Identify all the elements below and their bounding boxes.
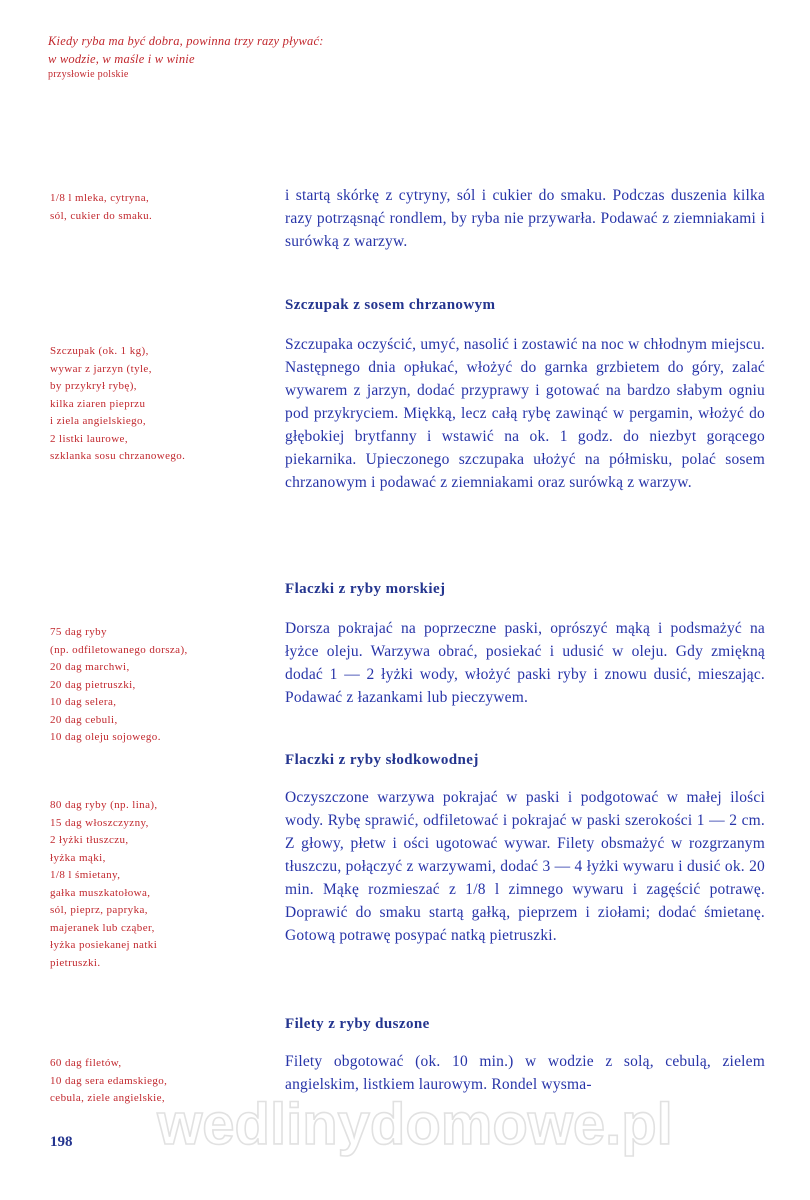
epigraph bbox=[48, 32, 324, 82]
ingredient-line: pietruszki. bbox=[50, 956, 101, 969]
recipe-title-szczupak: Szczupak z sosem chrzanowym bbox=[285, 297, 496, 313]
epigraph-source: przysłowie polskie bbox=[48, 69, 129, 80]
ingredient-line: 75 dag ryby bbox=[50, 626, 107, 638]
ingredient-line: majeranek lub cząber, bbox=[50, 921, 155, 934]
recipe-title-flaczki-morskie: Flaczki z ryby morskiej bbox=[285, 581, 446, 597]
page-number: 198 bbox=[50, 1134, 73, 1150]
recipe-paragraph: i startą skórkę z cytryny, sól i cukier do smaku. Podczas duszenia kilka razy potrząsnąć rondlem, by ryba nie przywarła. Podawać z ziemniakami i surówką z warzyw. bbox=[285, 187, 765, 250]
ingredient-line: 1/8 l mleka, cytryna, bbox=[50, 192, 150, 204]
ingredient-line: cebula, ziele angielskie, bbox=[50, 1092, 166, 1104]
recipe-paragraph: Dorsza pokrajać na poprzeczne paski, oprószyć mąką i podsmażyć na łyżce oleju. Warzywa obrać, posiekać i udusić w oleju. Gdy zmiękną dodać 1 — 2 łyżki wody, włożyć paski ryby i znowu dusić, mieszając. Podawać z łazankami lub pieczywem. bbox=[285, 620, 765, 706]
ingredients-flaczki-slodkowodne bbox=[50, 797, 158, 972]
ingredient-line: sól, cukier do smaku. bbox=[50, 209, 153, 222]
recipe-paragraph: Filety obgotować (ok. 10 min.) w wodzie z solą, cebulą, zielem angielskim, listkiem laurowym. Rondel wysma- bbox=[285, 1053, 765, 1093]
ingredient-line: Szczupak (ok. 1 kg), bbox=[50, 345, 149, 357]
ingredient-line: 2 łyżki tłuszczu, bbox=[50, 834, 129, 846]
ingredient-line: 80 dag ryby (np. lina), bbox=[50, 799, 158, 811]
ingredient-line: kilka ziaren pieprzu bbox=[50, 397, 146, 410]
recipe-title-flaczki-slodkowodne: Flaczki z ryby słodkowodnej bbox=[285, 752, 479, 768]
ingredient-line: 2 listki laurowe, bbox=[50, 432, 128, 445]
ingredient-line: sól, pieprz, papryka, bbox=[50, 904, 148, 916]
ingredient-line: 20 dag marchwi, bbox=[50, 661, 130, 673]
watermark bbox=[90, 1090, 740, 1160]
epigraph-line-1: Kiedy ryba ma być dobra, powinna trzy razy pływać: bbox=[48, 34, 324, 48]
continued-recipe-text bbox=[285, 184, 765, 253]
recipe-text-flaczki-morskie bbox=[285, 617, 765, 709]
recipe-title-filety: Filety z ryby duszone bbox=[285, 1016, 430, 1032]
ingredient-line: szklanka sosu chrzanowego. bbox=[50, 450, 186, 462]
ingredient-line: 20 dag pietruszki, bbox=[50, 678, 136, 691]
ingredients-szczupak bbox=[50, 343, 185, 466]
ingredient-line: wywar z jarzyn (tyle, bbox=[50, 362, 152, 375]
ingredient-line: i ziela angielskiego, bbox=[50, 415, 147, 427]
epigraph-line-2: w wodzie, w maśle i w winie bbox=[48, 52, 195, 66]
ingredient-line: 60 dag filetów, bbox=[50, 1057, 122, 1069]
recipe-text-flaczki-slodkowodne bbox=[285, 786, 765, 947]
ingredient-line: 10 dag oleju sojowego. bbox=[50, 731, 161, 743]
ingredients-flaczki-morskie bbox=[50, 624, 188, 747]
ingredient-line: 1/8 l śmietany, bbox=[50, 869, 121, 881]
ingredient-line: 20 dag cebuli, bbox=[50, 713, 118, 726]
ingredients-continued bbox=[50, 190, 152, 225]
recipe-paragraph: Szczupaka oczyścić, umyć, nasolić i zostawić na noc w chłodnym miejscu. Następnego dnia opłukać, włożyć do garnka grzbietem do góry, zalać wywarem z jarzyn, dodać przyprawy i gotować na bardzo słabym ogniu pod przykryciem. Miękką, lecz całą rybę zawinąć w pergamin, włożyć do głębokiej brytfanny i wstawić na ok. 1 godz. do niezbyt gorącego piekarnika. Upieczonego szczupaka ułożyć na półmisku, polać sosem chrzanowym i podawać z ziemniakami oraz surówką z warzyw. bbox=[285, 336, 765, 491]
ingredient-line: gałka muszkatołowa, bbox=[50, 886, 151, 899]
ingredient-line: łyżka mąki, bbox=[50, 851, 106, 864]
ingredient-line: (np. odfiletowanego dorsza), bbox=[50, 643, 188, 656]
recipe-paragraph: Oczyszczone warzywa pokrajać w paski i podgotować w małej ilości wody. Rybę sprawić, odfiletować i pokrajać w paski szerokości 1 — 2 cm. Z głowy, płetw i ości ugotować wywar. Filety obsmażyć w rozgrzanym tłuszczu, połączyć z warzywami, dodać 3 — 4 łyżki wywaru i dusić ok. 20 min. Mąkę rozmieszać z 1/8 l zimnego wywaru i zagęścić potrawę. Doprawić do smaku startą gałką, pieprzem i ziołami; dodać śmietanę. Gotową potrawę posypać natką pietruszki. bbox=[285, 789, 765, 944]
ingredient-line: 10 dag selera, bbox=[50, 696, 117, 708]
ingredient-line: 10 dag sera edamskiego, bbox=[50, 1074, 168, 1087]
recipe-text-szczupak bbox=[285, 333, 765, 494]
ingredient-line: by przykrył rybę), bbox=[50, 380, 137, 392]
watermark-text: wedlinydomowe.pl bbox=[157, 1092, 673, 1157]
ingredient-line: łyżka posiekanej natki bbox=[50, 939, 158, 951]
ingredient-line: 15 dag włoszczyzny, bbox=[50, 816, 149, 829]
